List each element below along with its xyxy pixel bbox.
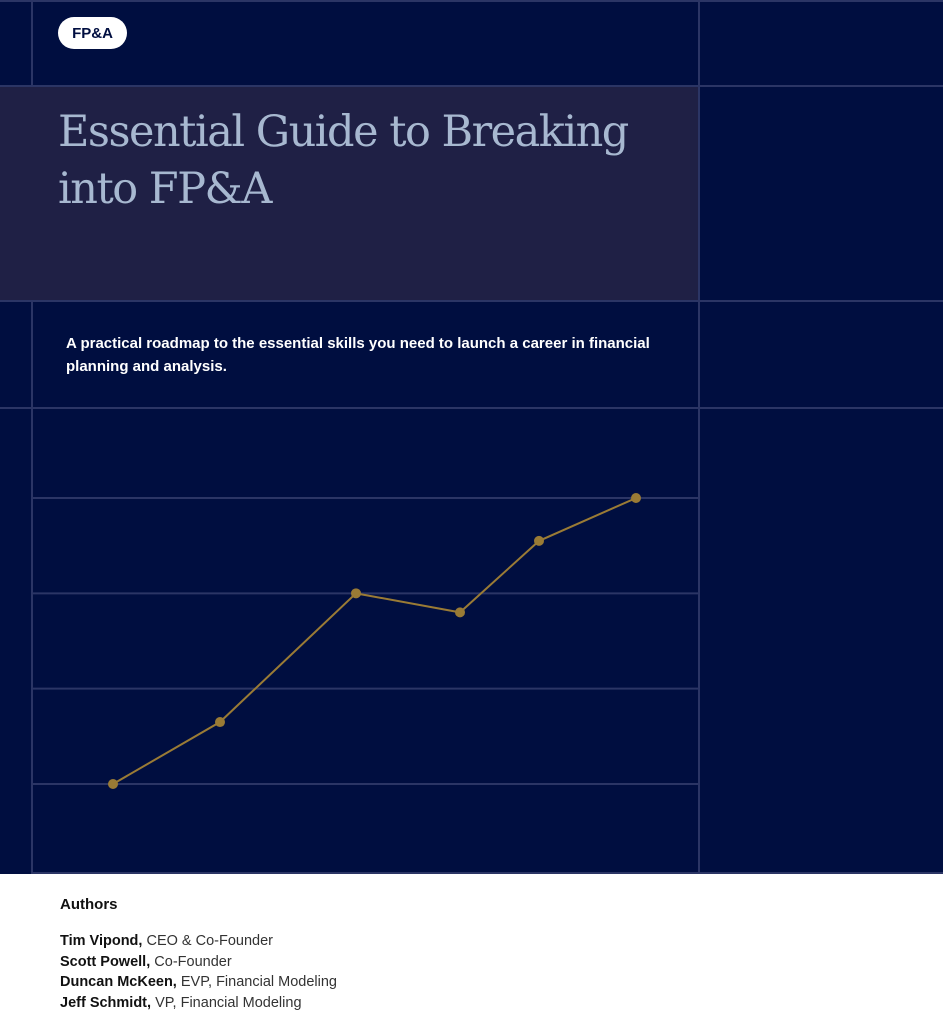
author-item bbox=[60, 972, 337, 993]
author-role: EVP, Financial Modeling bbox=[176, 974, 337, 990]
author-role: VP, Financial Modeling bbox=[151, 994, 302, 1011]
chart-point bbox=[631, 493, 641, 503]
chart-point bbox=[455, 607, 465, 617]
chart-point bbox=[534, 536, 544, 546]
author-item bbox=[60, 993, 337, 1014]
chart-series-line bbox=[113, 498, 636, 784]
author-role: Co-Founder bbox=[150, 953, 232, 970]
author-role: CEO & Co-Founder bbox=[142, 933, 274, 949]
authors-heading: Authors bbox=[60, 896, 118, 913]
authors-section bbox=[60, 896, 337, 1013]
author-name: Duncan McKeen, bbox=[60, 974, 177, 990]
subtitle: A practical roadmap to the essential skills you need to launch a career in financial planning and analysis. bbox=[66, 335, 650, 375]
author-item bbox=[60, 952, 337, 973]
chart-point bbox=[108, 779, 118, 789]
page-title: Essential Guide to Breaking into FP&A bbox=[58, 107, 628, 214]
author-name: Jeff Schmidt, bbox=[60, 994, 152, 1011]
fpa-badge: FP&A bbox=[58, 17, 127, 49]
chart-point bbox=[215, 717, 225, 727]
author-name: Scott Powell, bbox=[60, 953, 151, 970]
chart-point bbox=[351, 588, 361, 598]
author-item bbox=[60, 931, 337, 952]
author-name: Tim Vipond, bbox=[60, 933, 143, 949]
